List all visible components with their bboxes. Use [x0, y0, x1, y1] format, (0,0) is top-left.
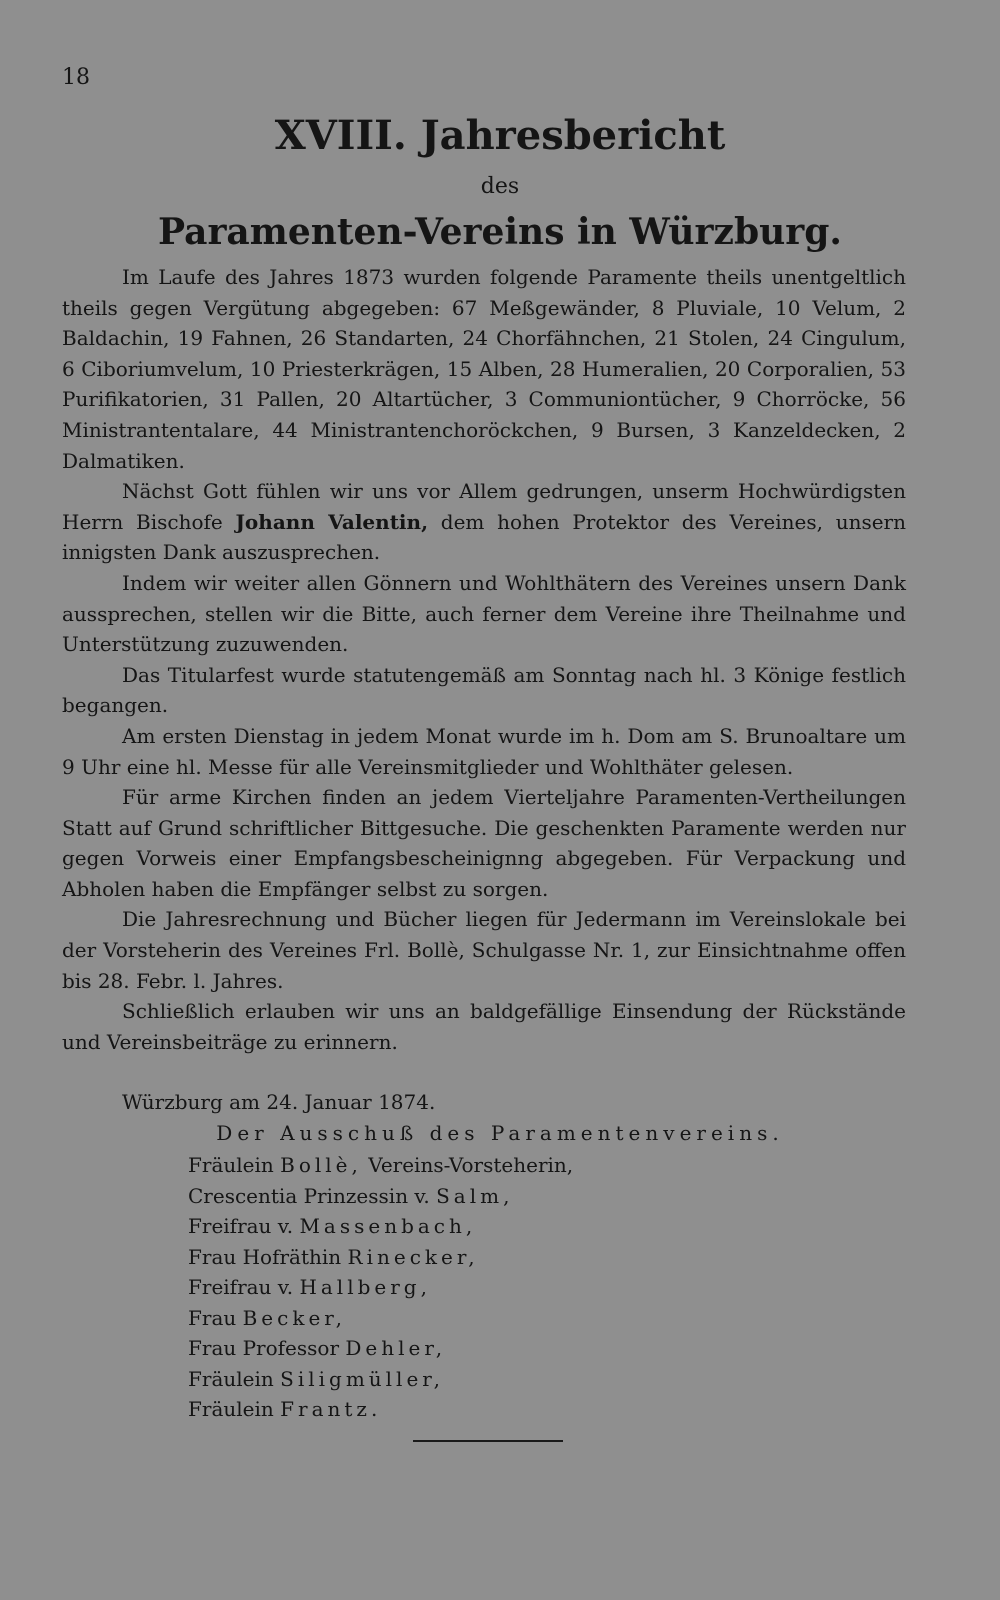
member-role: Vereins-Vorsteherin,	[368, 1153, 574, 1177]
report-title: XVIII. Jahresbericht	[274, 112, 726, 159]
paragraph-accounts: Die Jahresrechnung und Bücher liegen für Jedermann im Vereinslokale bei der Vorsteherin des Vereines Frl. Bollè, Schulgasse Nr. 1, zur Einsichtnahme offen bis 28. Febr. l. Jahres.	[62, 907, 906, 993]
list-item	[188, 1242, 888, 1273]
list-item	[188, 1181, 888, 1212]
list-item	[188, 1333, 888, 1364]
list-item	[188, 1303, 888, 1334]
list-item	[188, 1394, 888, 1425]
member-name: Hallberg,	[299, 1275, 431, 1299]
committee-heading: Der Ausschuß des Paramentenvereins.	[216, 1121, 784, 1145]
member-name: Salm,	[436, 1183, 514, 1208]
list-item	[188, 1364, 888, 1395]
list-item	[188, 1272, 888, 1303]
report-body	[62, 262, 906, 1057]
paragraph-thanks-patrons: Indem wir weiter allen Gönnern und Wohlthätern des Vereines unsern Dank aussprechen, stellen wir die Bitte, auch ferner dem Vereine ihre Theilnahme und Unterstützung zuzuwenden.	[62, 570, 906, 657]
member-name: Frantz.	[280, 1397, 382, 1421]
member-title: Freifrau v.	[188, 1214, 294, 1238]
member-name: Becker,	[242, 1305, 347, 1330]
paragraph-text: dem hohen Protektor des Vereines, unsern innigsten Dank auszusprechen.	[62, 509, 906, 565]
paragraph-titular-feast: Das Titularfest wurde statutengemäß am Sonntag nach hl. 3 Könige festlich begangen.	[62, 662, 906, 718]
member-title: Crescentia Prinzessin v.	[188, 1183, 430, 1208]
member-title: Frau Hofräthin	[188, 1244, 342, 1269]
list-item	[188, 1211, 888, 1242]
dateline: Würzburg am 24. Januar 1874.	[122, 1090, 436, 1114]
member-title: Fräulein	[188, 1153, 274, 1177]
member-name: Siligmüller,	[280, 1366, 445, 1391]
organization-title: Paramenten-Vereins in Würzburg.	[158, 211, 842, 253]
paragraph-thanks-bishop	[62, 476, 906, 568]
paragraph-paraments-list: Im Laufe des Jahres 1873 wurden folgende Paramente theils unentgeltlich theils gegen Vergütung abgegeben: 67 Meßgewänder, 8 Pluviale, 10 Velum, 2 Baldachin, 19 Fahnen, 26 Standarten, 24 Chorfähnchen, 21 Stolen, 24 Cingulum, 6 Ciboriumvelum, 10 Priesterkrägen, 15 Alben, 28 Humeralien, 20 Corporalien, 53 Purifikatorien, 31 Pallen, 20 Altartücher, 3 Communiontücher, 9 Chorröcke, 56 Ministrantentalare, 44 Ministrantenchoröckchen, 9 Bursen, 3 Kanzeldecken, 2 Dalmatiken.	[62, 265, 906, 473]
report-subtitle: des	[480, 174, 520, 199]
paragraph-text: Nächst Gott fühlen wir uns vor Allem gedrungen, unserm Hochwürdigsten Herrn Bischofe	[62, 479, 906, 534]
bishop-name: Johann Valentin,	[235, 509, 429, 534]
end-rule	[413, 1440, 563, 1442]
member-title: Frau	[188, 1305, 237, 1330]
paragraph-distribution: Für arme Kirchen finden an jedem Vierteljahre Paramenten-Vertheilungen Statt auf Grund schriftlicher Bittgesuche. Die geschenkten Paramente werden nur gegen Vorweis einer Empfangsbescheinignng abgegeben. Für Verpackung und Abholen haben die Empfänger selbst zu sorgen.	[62, 785, 906, 901]
member-title: Frau Professor	[188, 1336, 340, 1360]
member-title: Freifrau v.	[188, 1275, 294, 1299]
member-title: Fräulein	[188, 1397, 274, 1421]
member-name: Dehler,	[345, 1336, 447, 1360]
member-name: Massenbach,	[299, 1214, 477, 1238]
paragraph-reminder: Schließlich erlauben wir uns an baldgefällige Einsendung der Rückstände und Vereinsbeiträge zu erinnern.	[62, 999, 906, 1054]
member-title: Fräulein	[188, 1366, 274, 1391]
committee-members	[188, 1150, 888, 1425]
paragraph-monthly-mass: Am ersten Dienstag in jedem Monat wurde im h. Dom am S. Brunoaltare um 9 Uhr eine hl. Messe für alle Vereinsmitglieder und Wohlthäter gelesen.	[62, 723, 906, 779]
page-number: 18	[62, 65, 90, 90]
member-name: Rinecker,	[347, 1244, 479, 1269]
member-name: Bollè,	[280, 1153, 362, 1177]
list-item	[188, 1150, 888, 1181]
